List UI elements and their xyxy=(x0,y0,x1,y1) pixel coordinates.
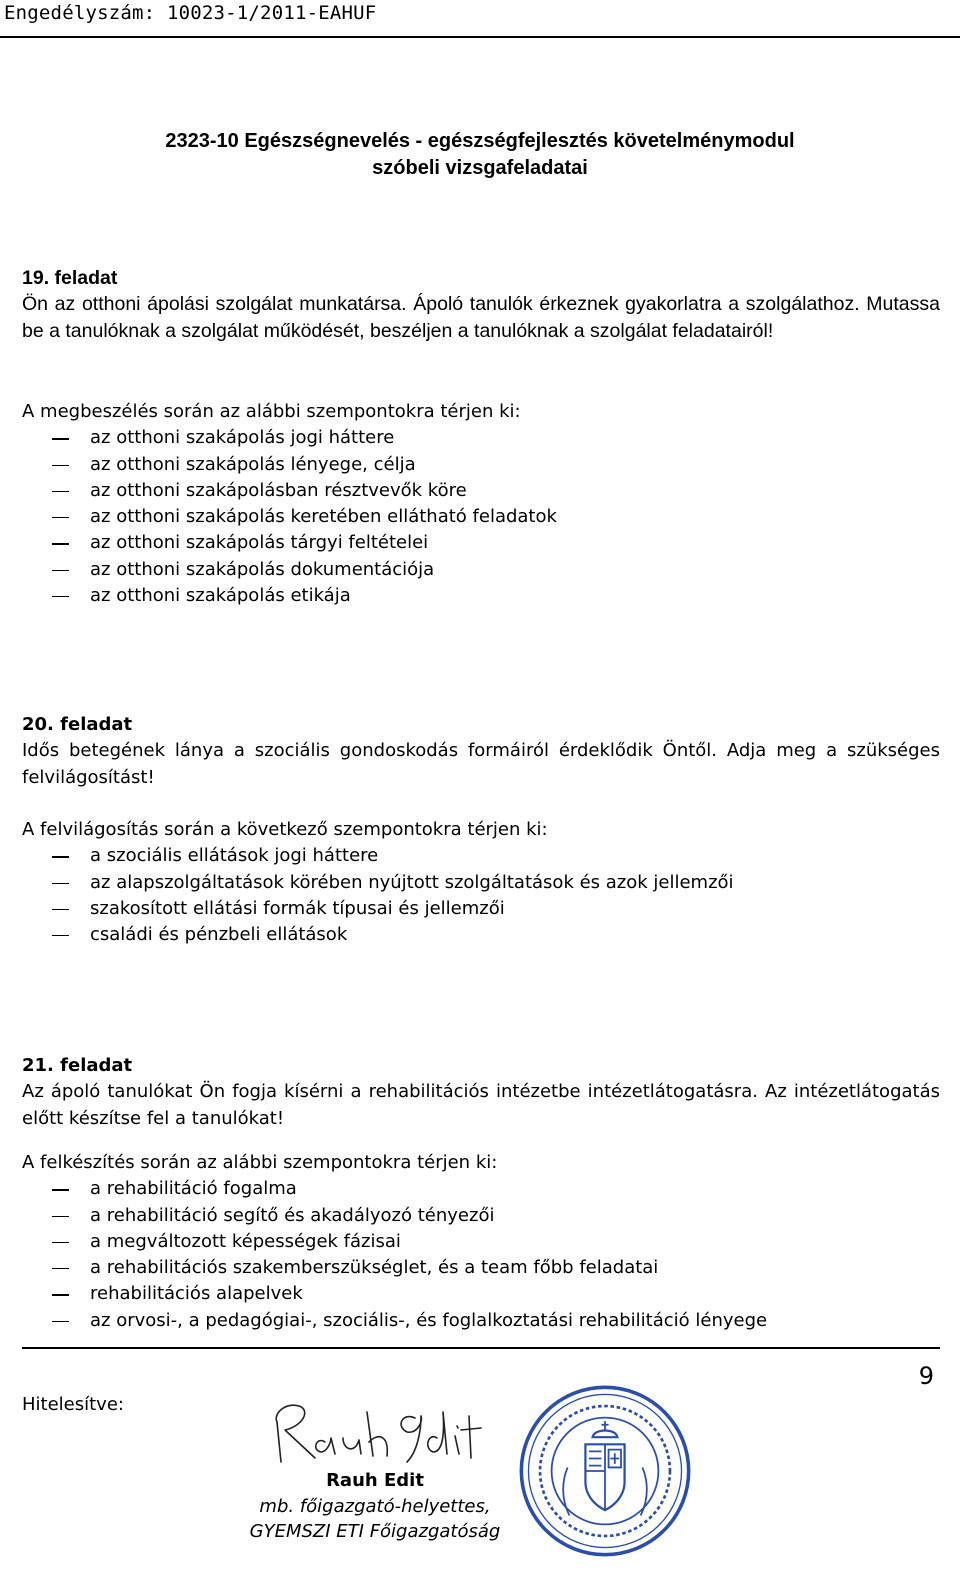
list-item: a szociális ellátások jogi háttere xyxy=(22,843,940,869)
list-item: az otthoni szakápolás lényege, célja xyxy=(22,452,940,478)
aspects-intro: A felkészítés során az alábbi szempontokra térjen ki: xyxy=(22,1152,498,1173)
dash-bullet xyxy=(52,1294,69,1295)
list-item: szakosított ellátási formák típusai és jellemzői xyxy=(22,896,940,922)
list-item: a rehabilitáció segítő és akadályozó tényezői xyxy=(22,1203,940,1229)
dash-bullet xyxy=(52,596,69,597)
dash-bullet xyxy=(52,856,69,857)
dash-bullet xyxy=(52,1189,69,1190)
task-number: 19. feladat xyxy=(22,267,118,289)
list-item: az otthoni szakápolásban résztvevők köre xyxy=(22,478,940,504)
dash-bullet xyxy=(52,1242,69,1243)
document-title-line1: 2323-10 Egészségnevelés - egészségfejlesztés követelménymodul xyxy=(165,130,795,152)
dash-bullet xyxy=(52,1216,69,1217)
aspects-list xyxy=(22,1176,940,1334)
task-20-aspects xyxy=(22,817,940,948)
list-item: az otthoni szakápolás dokumentációja xyxy=(22,557,940,583)
dash-bullet xyxy=(52,491,69,492)
document-title-line2: szóbeli vizsgafeladatai xyxy=(372,157,588,179)
dash-bullet xyxy=(52,935,69,936)
list-item: az alapszolgáltatások körében nyújtott szolgáltatások és azok jellemzői xyxy=(22,870,940,896)
task-19-aspects xyxy=(22,399,940,609)
signer-name: Rauh Edit xyxy=(326,1470,424,1491)
task-text: Az ápoló tanulókat Ön fogja kísérni a rehabilitációs intézetbe intézetlátogatásra. Az intézetlátogatás előtt készítse fel a tanulókat! xyxy=(22,1081,940,1129)
list-item: az orvosi-, a pedagógiai-, szociális-, és foglalkoztatási rehabilitáció lényege xyxy=(22,1308,940,1334)
list-item: az otthoni szakápolás tárgyi feltételei xyxy=(22,530,940,556)
certified-label: Hitelesítve: xyxy=(22,1394,124,1415)
task-text: Ön az otthoni ápolási szolgálat munkatársa. Ápoló tanulók érkeznek gyakorlatra a szolgálathoz. Mutassa be a tanulóknak a szolgálat működését, beszéljen a tanulóknak a szolgálat feladatairól! xyxy=(22,293,940,342)
page-number: 9 xyxy=(918,1362,934,1390)
task-number: 20. feladat xyxy=(22,714,133,735)
aspects-list xyxy=(22,843,940,948)
dash-bullet xyxy=(52,909,69,910)
footer-rule xyxy=(22,1347,940,1349)
dash-bullet xyxy=(52,543,69,544)
dash-bullet xyxy=(52,883,69,884)
registration-number: Engedélyszám: 10023-1/2011-EAHUF xyxy=(4,2,377,24)
dash-bullet xyxy=(52,1268,69,1269)
task-19 xyxy=(22,265,940,344)
list-item: a megváltozott képességek fázisai xyxy=(22,1229,940,1255)
task-21 xyxy=(22,1053,940,1132)
header-rule xyxy=(0,36,960,38)
dash-bullet xyxy=(52,570,69,571)
handwritten-signature xyxy=(255,1392,495,1472)
task-21-aspects xyxy=(22,1150,940,1334)
aspects-list xyxy=(22,425,940,609)
list-item: rehabilitációs alapelvek xyxy=(22,1281,940,1307)
dash-bullet xyxy=(52,517,69,518)
task-20 xyxy=(22,712,940,791)
list-item: a rehabilitációs szakemberszükséglet, és a team főbb feladatai xyxy=(22,1255,940,1281)
dash-bullet xyxy=(52,438,69,439)
list-item: családi és pénzbeli ellátások xyxy=(22,922,940,948)
dash-bullet xyxy=(52,465,69,466)
list-item: az otthoni szakápolás keretében ellátható feladatok xyxy=(22,504,940,530)
signer-organization: GYEMSZI ETI Főigazgatóság xyxy=(249,1521,501,1542)
list-item: az otthoni szakápolás etikája xyxy=(22,583,940,609)
task-number: 21. feladat xyxy=(22,1055,133,1076)
list-item: a rehabilitáció fogalma xyxy=(22,1176,940,1202)
signer-role: mb. főigazgató-helyettes, xyxy=(259,1496,491,1517)
aspects-intro: A megbeszélés során az alábbi szempontokra térjen ki: xyxy=(22,401,521,422)
task-text: Idős betegének lánya a szociális gondoskodás formáiról érdeklődik Öntől. Adja meg a szükséges felvilágosítást! xyxy=(22,740,940,788)
official-seal-icon xyxy=(516,1382,694,1560)
dash-bullet xyxy=(52,1321,69,1322)
list-item: az otthoni szakápolás jogi háttere xyxy=(22,425,940,451)
aspects-intro: A felvilágosítás során a következő szempontokra térjen ki: xyxy=(22,819,548,840)
